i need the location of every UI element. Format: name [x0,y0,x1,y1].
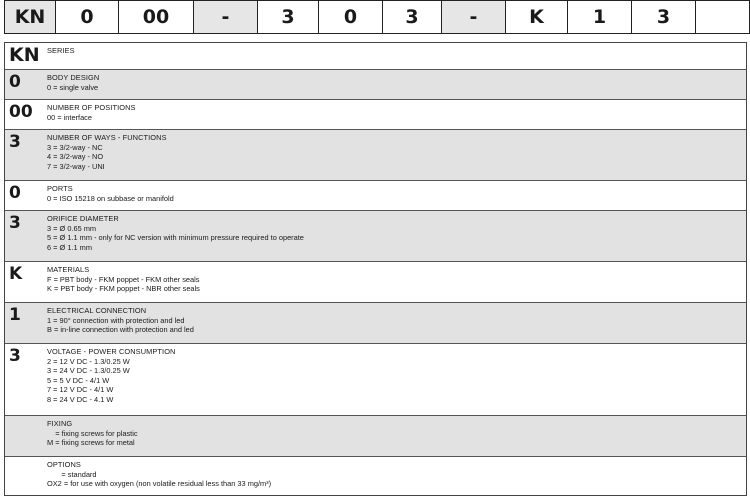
code-cell: 3 [258,1,319,33]
row-title: NUMBER OF WAYS - FUNCTIONS [47,133,167,142]
option-line: = fixing screws for plastic [47,428,138,438]
row-title: NUMBER OF POSITIONS [47,103,136,112]
option-line: 2 = 12 V DC - 1.3/0.25 W [47,356,130,366]
option-line: 0 = single valve [47,82,99,92]
code-cell: 1 [568,1,632,33]
row-content [45,344,746,415]
row-content [45,70,746,99]
row-code: 3 [9,346,21,366]
table-row [5,262,746,303]
row-content [45,457,746,495]
row-title: BODY DESIGN [47,73,100,82]
option-line: 7 = 3/2-way - UNI [47,161,105,171]
option-line: F = PBT body - FKM poppet - FKM other seals [47,274,200,284]
option-line: 6 = Ø 1.1 mm [47,242,92,252]
code-cell: 00 [119,1,194,33]
option-line: 5 = 5 V DC - 4/1 W [47,375,110,385]
code-cell: - [442,1,506,33]
table-row [5,457,746,495]
option-line: 0 = ISO 15218 on subbase or manifold [47,193,174,203]
table-row [5,100,746,130]
row-code: K [9,264,23,284]
row-title: ELECTRICAL CONNECTION [47,306,147,315]
table-row [5,70,746,100]
row-code [5,416,45,456]
option-line: K = PBT body - FKM poppet - NBR other seals [47,284,200,294]
row-content [45,416,746,456]
option-line: B = in-line connection with protection and led [47,325,194,335]
row-content [45,303,746,343]
table-row [5,344,746,416]
row-code: 3 [9,213,21,233]
code-cell: K [506,1,568,33]
row-code [5,457,45,495]
option-line: 3 = Ø 0.65 mm [47,223,97,233]
row-code: 0 [9,183,21,203]
row-content [45,130,746,180]
option-line: 7 = 12 V DC - 4/1 W [47,385,114,395]
row-code: 3 [9,132,21,152]
option-line: = standard [47,469,97,479]
option-line: 5 = Ø 1.1 mm - only for NC version with minimum pressure required to operate [47,233,304,243]
option-line: 4 = 3/2-way - NO [47,152,104,162]
row-title: FIXING [47,419,73,428]
option-line: 8 = 24 V DC - 4.1 W [47,394,114,404]
row-content [45,100,746,129]
row-code: 0 [9,72,21,92]
row-code: 1 [9,305,21,325]
row-title: SERIES [47,46,75,55]
option-line: 3 = 3/2-way - NC [47,142,103,152]
option-line: OX2 = for use with oxygen (non volatile residual less than 33 mg/m³) [47,479,272,489]
table-row [5,416,746,457]
option-line: 1 = 90° connection with protection and led [47,315,185,325]
row-title: OPTIONS [47,460,81,469]
row-content [45,181,746,210]
code-cell: 3 [632,1,696,33]
model-code-bar [4,0,750,34]
code-cell [696,1,749,33]
option-line: M = fixing screws for metal [47,438,135,448]
row-title: MATERIALS [47,265,90,274]
table-row [5,43,746,70]
row-content [45,262,746,302]
code-cell: KN [5,1,56,33]
row-title: ORIFICE DIAMETER [47,214,119,223]
row-title: PORTS [47,184,73,193]
option-line: 3 = 24 V DC - 1.3/0.25 W [47,366,130,376]
row-code: 00 [9,102,33,122]
option-line: 00 = interface [47,112,92,122]
table-row [5,303,746,344]
code-cell: - [194,1,258,33]
code-cell: 3 [383,1,442,33]
table-row [5,211,746,262]
row-code: KN [9,44,40,66]
code-cell: 0 [56,1,119,33]
ordering-code-table [4,42,747,496]
code-cell: 0 [319,1,383,33]
row-content [45,211,746,261]
table-row [5,181,746,211]
row-title: VOLTAGE - POWER CONSUMPTION [47,347,176,356]
table-row [5,130,746,181]
row-content [45,43,746,69]
